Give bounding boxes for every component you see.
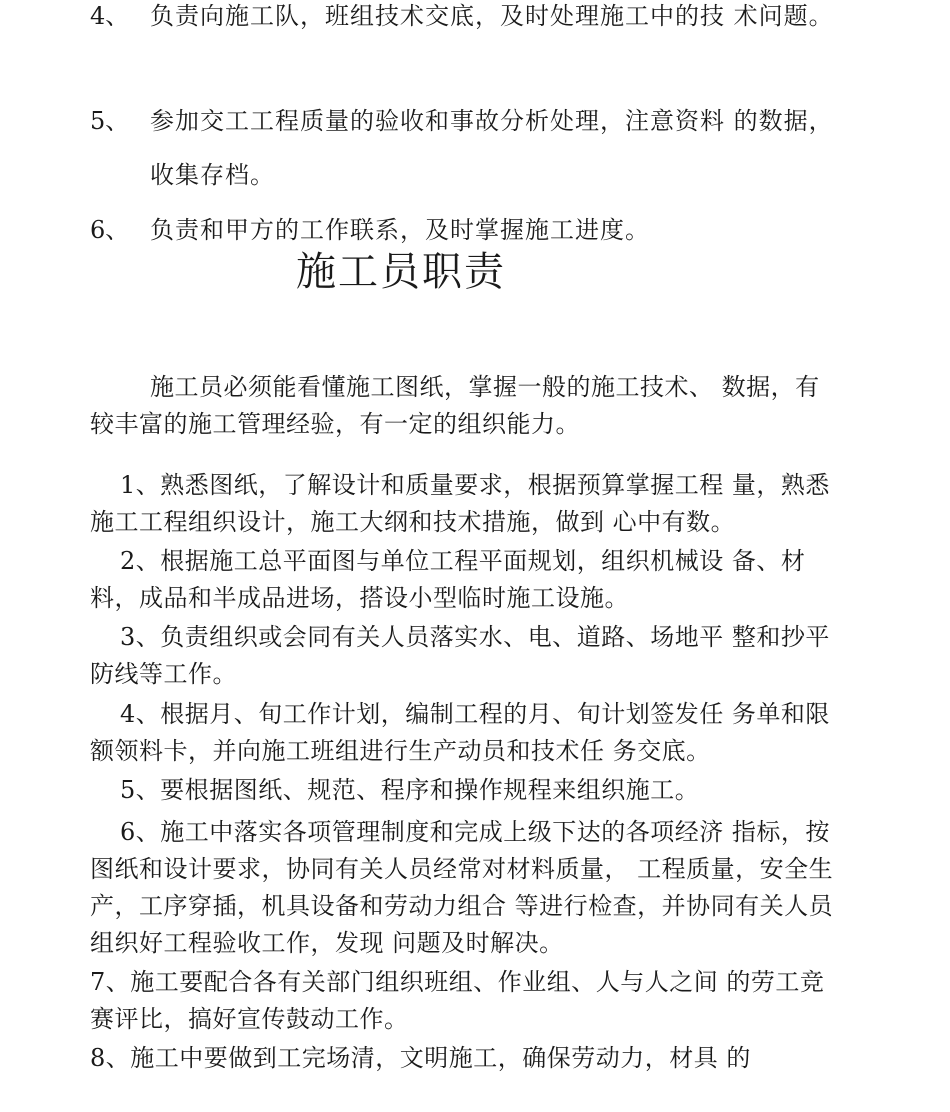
list-text: 负责和甲方的工作联系，及时掌握施工进度。 — [150, 216, 650, 244]
duty-item-2: 2、根据施工总平面图与单位工程平面规划，组织机械设 备、材料，成品和半成品进场，搭设小型临时施工设施。 — [90, 547, 806, 612]
duty-item-6: 6、施工中落实各项管理制度和完成上级下达的各项经济 指标，按图纸和设计要求，协同有关人员经常对材料质量， 工程质量，安全生产，工序穿插，机具设备和劳动力组合 等进行检查，并协同有关人员组织好工程验收工作，发现 问题及时解决。 — [90, 818, 834, 957]
duty-item-3: 3、负责组织或会同有关人员落实水、电、道路、场地平 整和抄平防线等工作。 — [90, 623, 830, 688]
duty-item-5: 5、要根据图纸、规范、程序和操作规程来组织施工。 — [120, 776, 700, 804]
list-number: 6、 — [90, 216, 130, 244]
list-text: 负责向施工队，班组技术交底，及时处理施工中的技 术问题。 — [150, 2, 834, 30]
list-item-4 — [90, 0, 850, 43]
duty-item-8: 8、施工中要做到工完场清，文明施工，确保劳动力，材具 的 — [90, 1044, 751, 1072]
list-number: 5、 — [90, 107, 130, 135]
intro-paragraph: 施工员必须能看懂施工图纸，掌握一般的施工技术、 数据，有较丰富的施工管理经验，有一定的组织能力。 — [90, 373, 820, 438]
duty-item-4: 4、根据月、旬工作计划，编制工程的月、旬计划签发任 务单和限额领料卡，并向施工班组进行生产动员和技术任 务交底。 — [90, 700, 830, 765]
duty-item-1: 1、熟悉图纸，了解设计和质量要求，根据预算掌握工程 量，熟悉施工工程组织设计，施工大纲和技术措施，做到 心中有数。 — [90, 471, 830, 536]
list-text: 参加交工工程质量的验收和事故分析处理，注意资料 的数据，收集存档。 — [150, 107, 834, 189]
section-title: 施工员职责 — [296, 249, 506, 295]
list-number: 4、 — [90, 2, 130, 30]
duty-item-7: 7、施工要配合各有关部门组织班组、作业组、人与人之间 的劳工竞赛评比，搞好宣传鼓动工作。 — [90, 968, 825, 1033]
list-item-5 — [90, 94, 850, 202]
